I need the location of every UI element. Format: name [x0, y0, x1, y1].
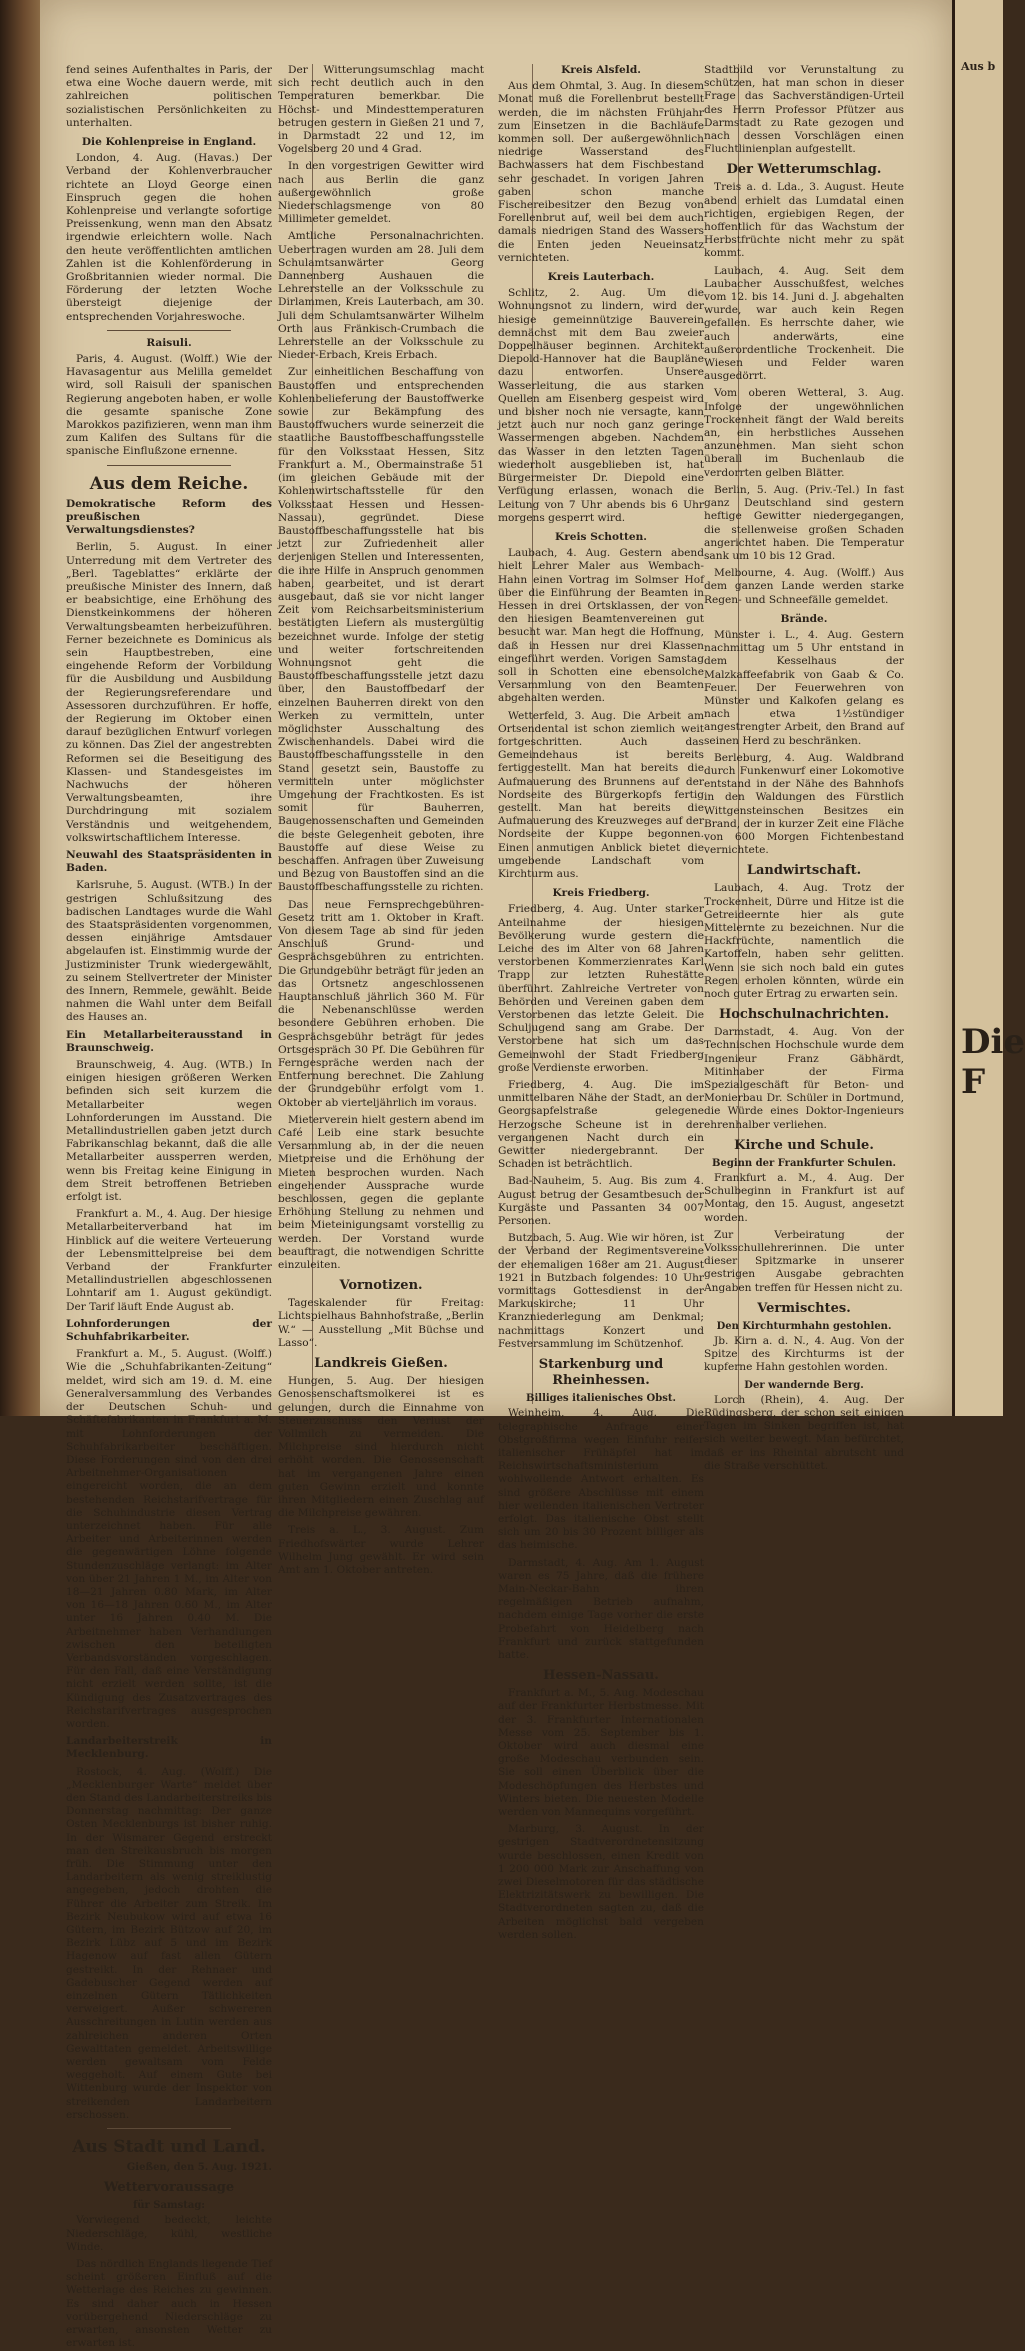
paragraph: Jb. Kirn a. d. N., 4. Aug. Von der Spitze des Kirchturms ist der kupferne Hahn gestohlen worden.: [704, 1335, 904, 1374]
paragraph: Wetterfeld, 3. Aug. Die Arbeit am Ortsendental ist schon ziemlich weit fortgeschritten. Auch das Gemeindehaus ist bereits fertiggestellt. Man hat bereits die Aufmauerung des Brunnens auf der Nordseite des Bürgerkopfs fertig gestellt. Man hat bereits die Aufmauerung des Kreuzweges auf der Nordseite der Kuppe begonnen. Einen anmutigen Anblick bietet die umgebende Landschaft vom Kirchturm aus.: [498, 709, 704, 880]
section-headline: Aus dem Reiche.: [89, 473, 249, 494]
paragraph: Paris, 4. August. (Wolff.) Wie der Havasagentur aus Melilla gemeldet wird, soll Raisuli der spanischen Regierung angeboten haben, er wolle die gesamte spanische Zone Marokkos pazifizieren, wenn man ihm zum Kalifen des Sultans für die spanische Einflußzone ernenne.: [66, 353, 272, 458]
paragraph: Karlsruhe, 5. August. (WTB.) In der gestrigen Schlußsitzung des badischen Landtages wurde die Wahl des Staatspräsidenten vorgenommen, dessen einjährige Amtsdauer abgelaufen ist. Einstimmig wurde der Justizminister Trunk wiedergewählt, zu seinem Stellvertreter der Minister des Innern, Remmele, gewählt. Beide nahmen die Wahl unter dem Beifall des Hauses an.: [66, 879, 272, 1024]
headline: Hessen-Nassau.: [543, 1668, 659, 1684]
paragraph: Frankfurt a. M., 5. August. (Wolff.) Wie die „Schuhfabrikanten-Zeitung“ meldet, wird sich am 19. d. M. eine Generalversammlung des Verbandes der Deutschen Schuh- und Schäftefabrikanten in Frankfurt a. M. mit Lohnforderungen der Schuhfabrikarbeiter beschäftigen. Diese Forderungen sind von den drei Arbeitnehmer-Organisationen eingereicht worden, die an dem bestehenden Reichstarifvertrage für die Schuhindustrie diesen Vertrag unterzeichnet haben. Für alle Arbeiter und Arbeiterinnen werden die gegenwärtigen Löhne folgende Stundenzuschläge verlangt: im Alter von über 21 Jahren 1 M., im Alter von 18—21 Jahren 0.80 Mark, im Alter von 16—18 Jahren 0.60 M., im Alter unter 16 Jahren 0.40 M. Die Arbeitnehmer haben Verhandlungen zwischen den beteiligten Verbandsvorständen vorgeschlagen. Für den Fall, daß eine Verständigung nicht erzielt werden sollte, ist die Kündigung des Zusatzvertrages des Reichstarifvertrages ausgesprochen worden.: [66, 1348, 272, 1730]
paragraph: Friedberg, 4. Aug. Die im unmittelbaren Nähe der Stadt, an der Georgsapfelstraße gelegene Herzogsche Scheune ist in der vergangenen Nacht durch ein Gewitter niedergebrannt. Der Schaden ist beträchtlich.: [498, 1079, 704, 1171]
paragraph: Frankfurt a. M., 4. Aug. Der hiesige Metallarbeiterverband hat im Hinblick auf die weitere Verteuerung der Lebensmittelpreise bei dem Verband der Frankfurter Metallindustriellen abgeschlossenen Lohntarif am 1. August gekündigt. Der Tarif läuft Ende August ab.: [66, 1208, 272, 1313]
paragraph: Vorwiegend bedeckt, leichte Niederschläge, kühl, westliche Winde.: [66, 2214, 272, 2253]
headline: Kreis Lauterbach.: [547, 271, 655, 284]
section-headline: Aus Stadt und Land.: [72, 2137, 266, 2158]
paragraph: In den vorgestrigen Gewitter wird nach aus Berlin die ganz außergewöhnlich große Niederschlagsmenge von 80 Millimeter gemeldet.: [278, 160, 484, 226]
paragraph: Laubach, 4. Aug. Gestern abend hielt Lehrer Maler aus Wembach-Hahn einen Vortrag im Solmser Hof über die Einführung der Beamten in Hessen in drei Ortsklassen, der von den hiesigen Beamtenvereinen gut besucht war. Man hegt die Hoffnung, daß in Hessen nur drei Klassen eingeführt werden. Vorigen Samstag soll in Schotten eine ebensolche Versammlung von den Beamten abgehalten werden.: [498, 547, 704, 705]
paragraph: London, 4. Aug. (Havas.) Der Verband der Kohlenverbraucher richtete an Lloyd George einen Einspruch gegen die hohen Kohlenpreise und verlangte sofortige Preissenkung, wenn man den Absatz irgendwie erleichtern wolle. Nach den heute veröffentlichten amtlichen Zahlen ist die Kohlenförderung in Großbritannien wieder normal. Die Förderung der letzten Woche übersteigt diejenige der entsprechenden Vorjahreswoche.: [66, 152, 272, 323]
subheadline: Demokratische Reform des preußischen Verwaltungsdienstes?: [66, 497, 272, 537]
headline: Brände.: [780, 612, 828, 625]
subheadline: Beginn der Frankfurter Schulen.: [712, 1157, 896, 1169]
adjacent-page-edge: [952, 0, 1025, 1416]
paragraph: Mieterverein hielt gestern abend im Café Leib eine stark besuchte Versammlung ab, in der die neuen Mietpreise und die Erhöhung der Mieten besprochen wurden. Nach eingehender Aussprache wurde beschlossen, gegen die geplante Erhöhung Stellung zu nehmen und beim Mieteinigungsamt vorstellig zu werden. Der Vorstand wurde beauftragt, die notwendigen Schritte einzuleiten.: [278, 1113, 484, 1272]
paragraph: Melbourne, 4. Aug. (Wolff.) Aus dem ganzen Lande werden starke Regen- und Schneefälle gemeldet.: [704, 567, 904, 606]
subheadline: Lohnforderungen der Schuhfabrikarbeiter.: [66, 1317, 272, 1344]
paragraph: Laubach, 4. Aug. Seit dem Laubacher Ausschußfest, welches vom 12. bis 14. Juni d. J. abgehalten wurde, war auch kein Regen gefallen. Es herrschte daher, wie auch anderwärts, eine außerordentliche Trockenheit. Die Wiesen und Felder waren ausgedörrt.: [704, 264, 904, 383]
paragraph: Rostock, 4. Aug. (Wolff.) Die „Mecklenburger Warte“ meldet über den Stand des Landarbeiterstreiks bis Donnerstag nachmittag: Der ganze Osten Mecklenburgs ist bisher ruhig. In der Wismarer Gegend erstreckt man den Streikausbruch bis morgen früh. Die Stimmung unter den Landarbeitern als wenig streiklustig angegeben, jedoch drohten die Führer die Arbeiter zum Streik. Im Bezirk Neubukow wird auf etwa 16 Gütern, im Bezirk Bützow auf 20, im Bezirk Lübz auf 5 und im Bezirk Hagenow auf fast allen Gütern gestreikt. In der Rehnaer und Gadebuscher Gegend werden auf einzelnen Gütern Tätlichkeiten verweigert. Außer schwereren Ausschreitungen in Lutin werden aus zahlreichen anderen Orten Gewalttaten gemeldet. Arbeitswillige werden gewaltsam vom Felde weggeholt. Auf einem Gute bei Wittenburg wurde der Inspektor von streikenden Landarbeitern erschossen.: [66, 1765, 272, 2121]
divider: [107, 2128, 231, 2129]
paragraph: Zur einheitlichen Beschaffung von Baustoffen und entsprechenden Kohlenbelieferung der Baustoffwerke sowie zur Bekämpfung des Baustoffwuchers wurde seinerzeit die staatliche Baustoffbeschaffungsstelle für den Volksstaat Hessen, Sitz Frankfurt a. M., Obermainstraße 51 (im gleichen Gebäude mit der Kohlenwirtschaftsstelle für den Volksstaat Hessen und Hessen-Nassau), gegründet. Diese Baustoffbeschaffungsstelle hat bis jetzt zur Zufriedenheit aller derjenigen Stellen und Interessenten, die ihre Hilfe in Anspruch genommen haben, gearbeitet, und ist derart ausgebaut, daß sie vor nicht langer Zeit vom Reichsarbeitsministerium bestätigten Liefern als mustergültig bezeichnet wurde. Infolge der stetig und weiter fortschreitenden Wohnungsnot geht die Baustoffbeschaffungsstelle jetzt dazu über, den Baustoffbedarf der einzelnen Bauherren direkt von den Werken zu vermitteln, unter möglichster Ausschaltung des Zwischenhandels. Dabei wird die Baustoffbeschaffungsstelle in den Stand gesetzt sein, Baustoffe zu vermitteln unter möglichster Umgehung der Frachtkosten. Es ist somit für Bauherren, Baugenossenschaften und Gemeinden die beste Gelegenheit geboten, ihre Baustoffe auf diese Weise zu beschaffen. Anfragen über Zuweisung und Bezug von Baustoffen sind an die Baustoffbeschaffungsstelle zu richten.: [278, 366, 484, 894]
paragraph: Butzbach, 5. Aug. Wie wir hören, ist der Verband der Regimentsvereine der ehemaligen 168er am 21. August 1921 in Butzbach folgendes: 10 Uhr vormittags Gottesdienst in der Markuskirche; 11 Uhr Kranzniederlegung am Denkmal; nachmittags Konzert und Festversammlung im Schützenhof.: [498, 1232, 704, 1350]
paragraph: Berlin, 5. Aug. (Priv.-Tel.) In fast ganz Deutschland sind gestern heftige Gewitter niedergegangen, die stellenweise großen Schaden angerichtet haben. Die Temperatur sank um 10 bis 12 Grad.: [704, 483, 904, 562]
divider: [107, 465, 231, 466]
column-3: [498, 64, 704, 1941]
paragraph: Braunschweig, 4. Aug. (WTB.) In einigen hiesigen größeren Werken befinden sich seit kurzem die Metallarbeiter wegen Lohnforderungen im Ausstand. Die Metallindustriellen gaben jetzt durch Fabrikanschlag bekannt, daß die alle Metallarbeiter aussperren werden, wenn bis Freitag keine Einigung in dem Streit betroffenen Betrieben erfolgt ist.: [66, 1059, 272, 1204]
adjacent-page-masthead: Die F: [961, 1022, 1025, 1102]
headline: Landkreis Gießen.: [314, 1356, 448, 1372]
headline: Raisuli.: [146, 336, 192, 349]
paragraph: Schlitz, 2. Aug. Um die Wohnungsnot zu lindern, wird der hiesige gemeinnützige Bauverein demnächst mit dem Bau zweier Doppelhäuser beginnen. Architekt Diepold-Hannover hat die Baupläne dazu entworfen. Unsere Wasserleitung, die aus starken Quellen am Eisenberg gespeist wird und bisher noch nie versagte, kann jetzt auch nur noch ganz geringe Wassermengen abgeben. Nachdem das Wasser in den letzten Tagen wiederholt ausgeblieben ist, hat Bürgermeister Dr. Diepold eine Verfügung erlassen, wonach die Leitung von 7 Uhr abends bis 6 Uhr morgens gesperrt wird.: [498, 287, 704, 524]
paragraph: Treis a. L., 3. August. Zum Friedhofswärter wurde Lehrer Wilhelm Jung gewählt. Er wird sein Amt am 1. Oktober antreten.: [278, 1524, 484, 1576]
adjacent-page-heading: Aus b: [961, 60, 996, 73]
paragraph: Vom oberen Wetteral, 3. Aug. Infolge der ungewöhnlichen Trockenheit fängt der Wald bereits an, ein herbstliches Aussehen anzunehmen. Man sieht schon überall im Buchenlaub die verdorrten gelben Blätter.: [704, 387, 904, 479]
headline: Hochschulnachrichten.: [718, 1007, 890, 1023]
paragraph: Hungen, 5. Aug. Der hiesigen Genossenschaftsmolkerei ist es gelungen, durch die Einnahme von Steuerzuschuss den Verlust der Vollmilch zu vermeiden. Die Milchpreise sind hierdurch nicht erhöht worden. Die Genossenschaft hat im vergangenen Jahre einen guten Gewinn erzielt und konnte ihren Mitgliedern einen Zuschlag auf die Milchpreise gewähren.: [278, 1375, 484, 1520]
book-binding: [0, 0, 40, 1416]
headline: Starkenburg und Rheinhessen.: [538, 1357, 664, 1389]
paragraph: Münster i. L., 4. Aug. Gestern nachmittag um 5 Uhr entstand in dem Kesselhaus der Malzkaffeefabrik von Gaab & Co. Feuer. Der Feuerwehren von Münster und Kalkofen gelang es nach etwa 1½stündiger angestrengter Arbeit, den Brand auf seinen Herd zu beschränken.: [704, 628, 904, 747]
subheadline: für Samstag:: [132, 2200, 206, 2212]
headline: Der Wetterumschlag.: [726, 162, 882, 178]
subheadline: Ein Metallarbeiterausstand in Braunschweig.: [66, 1028, 272, 1054]
headline: Kreis Alsfeld.: [561, 64, 641, 76]
paragraph: Zur Verbeiratung der Volksschullehrerinnen. Die unter dieser Spitzmarke in unserer gestrigen Ausgabe gebrachten Angaben treffen für Hessen nicht zu.: [704, 1228, 904, 1294]
column-1: [66, 64, 272, 2350]
paragraph: Marburg, 3. August. In der gestrigen Stadtverordnetensitzung wurde beschlossen, einen Kredit von 1 200 000 Mark zur Anschaffung von zwei Dieselmotoren für das städtische Elektrizitätswerk zu bewilligen. Die Stadtverordneten sagten zu, daß die Arbeiten möglichst bald vergeben werden sollen.: [498, 1823, 704, 1941]
headline: Vermischtes.: [757, 1300, 851, 1316]
paragraph: Berleburg, 4. Aug. Waldbrand durch Funkenwurf einer Lokomotive entstand in der Nähe des Bahnhofs in den Waldungen des Fürstlich Wittgensteinschen Besitzes ein Brand, der in kurzer Zeit eine Fläche von 600 Morgen Fichtenbestand vernichtete.: [704, 751, 904, 857]
paragraph: Aus dem Ohmtal, 3. Aug. In diesem Monat muß die Forellenbrut bestellt werden, die im nächsten Frühjahr zum Einsetzen in die Bachläufe kommen soll. Der außergewöhnlich niedrige Wasserstand des Bachwassers hat dem Fischbestand sehr geschadet. In vorigen Jahren gaben schon manche Fischereibesitzer den Bezug von Forellenbrut auf, weil bei dem auch damals niedrigen Stand des Wassers die Enten jeden Neueinsatz vernichteten.: [498, 80, 704, 264]
paragraph: fend seines Aufenthaltes in Paris, der etwa eine Woche dauern werde, mit zahlreichen politischen sozialistischen Persönlichkeiten zu unterhalten.: [66, 64, 272, 129]
headline: Kreis Schotten.: [555, 530, 647, 543]
paragraph: Frankfurt a. M., 4. Aug. Der Schulbeginn in Frankfurt ist auf Montag, den 15. August, angesetzt worden.: [704, 1172, 904, 1224]
paragraph: Treis a. d. Lda., 3. August. Heute abend erhielt das Lumdatal einen richtigen, ergiebigen Regen, der hoffentlich für das Wachstum der Herbstfrüchte nicht mehr zu spät kommt.: [704, 181, 904, 260]
paragraph: Lorch (Rhein), 4. Aug. Der Rüdingsberg, der schon seit einigen Tagen im Sinken begriffen ist, hat sich weiter bewegt. Man befürchtet, daß er ins Rheintal abrutscht und die Straße verschüttet.: [704, 1393, 904, 1472]
paragraph: Friedberg, 4. Aug. Unter starker Anteilnahme der hiesigen Bevölkerung wurde gestern die Leiche des im Alter von 68 Jahren verstorbenen Kommerzienrates Karl Trapp zur letzten Ruhestätte überführt. Zahlreiche Vertreter von Behörden und Vereinen gaben dem Verstorbenen das letzte Geleit. Die Schuljugend sang am Grabe. Der Verstorbene hat sich um das Gemeinwohl der Stadt Friedberg große Verdienste erworben.: [498, 903, 704, 1074]
headline: Kreis Friedberg.: [552, 887, 650, 900]
headline: Die Kohlenpreise in England.: [81, 136, 257, 149]
paragraph: Darmstadt, 4. Aug. Am 1. August waren es 75 Jahre, daß die frühere Main-Neckar-Bahn ihren regelmäßigen Betrieb aufnahm, nachdem einige Tage vorher die erste Probefahrt von Heidelberg nach Frankfurt und zurück stattgefunden hatte.: [498, 1556, 704, 1661]
headline: Vornotizen.: [339, 1278, 423, 1294]
subheadline: Neuwahl des Staatspräsidenten in Baden.: [66, 848, 272, 875]
paragraph: Weinheim, 4. Aug. Die telegraphische Anfrage einer Obstgroßfirma wegen Einfuhr reifer italienischer Frühäpfel hat im Reichswirtschaftsministerium wohlwollende Antwort erhalten. Es sind größere Abschlüsse mit einem hier weilenden italienischen Vertreter erfolgt. Das italienische Obst stellt sich um 20 bis 30 Prozent billiger als das heimische.: [498, 1407, 704, 1552]
subheadline: Der wandernde Berg.: [744, 1379, 864, 1391]
divider: [107, 330, 231, 331]
paragraph: Das neue Fernsprechgebühren-Gesetz tritt am 1. Oktober in Kraft. Von diesem Tage ab sind für jeden Anschluß Grund- und Gesprächsgebühren zu entrichten. Die Grundgebühr beträgt für jeden an das Ortsnetz angeschlossenen Hauptanschluß jährlich 360 M. Für die Nebenanschlüsse werden besondere Gebühren erhoben. Die Gesprächsgebühr beträgt für jedes Ortsgespräch 30 Pf. Die Gebühren für Ferngespräche werden nach der Entfernung berechnet. Die Zahlung der Grundgebühr erfolgt vom 1. Oktober ab vierteljährlich im voraus.: [278, 898, 484, 1109]
paragraph: Der Witterungsumschlag macht sich recht deutlich auch in den Temperaturen bemerkbar. Die Höchst- und Mindesttemperaturen betrugen gestern in Gießen 21 und 7, in Darmstadt 22 und 12, im Vogelsberg 20 und 4 Grad.: [278, 64, 484, 156]
paragraph: Laubach, 4. Aug. Trotz der Trockenheit, Dürre und Hitze ist die Getreideernte hier als gute Mittelernte zu bezeichnen. Nur die Hackfrüchte, namentlich die Kartoffeln, haben sehr gelitten. Wenn sie sich noch bald ein gutes Regen erholen könnten, würde ein noch guter Ertrag zu erwarten sein.: [704, 882, 904, 1000]
column-2: [278, 64, 484, 1576]
headline: Wettervoraussage: [103, 2180, 235, 2196]
paragraph: Amtliche Personalnachrichten. Uebertragen wurden am 28. Juli dem Schulamtsanwärter Georg Dannenberg Aushauen die Lehrerstelle an der Volksschule zu Dirlammen, Kreis Lauterbach, am 30. Juli dem Schulamtsanwärter Wilhelm Orth aus Fränkisch-Crumbach die Lehrerstelle an der Volksschule zu Nieder-Erbach, Kreis Erbach.: [278, 230, 484, 362]
paragraph: Das nördlich Englands liegende Tief scheint größeren Einfluß auf die Wetterlage des Reiches zu gewinnen. Es sind daher auch in Hessen vorübergehend Niederschläge zu erwarten, ansonsten Wetter zu erwarten ist.: [66, 2258, 272, 2350]
paragraph: Tageskalender für Freitag: Lichtspielhaus Bahnhofstraße, „Berlin W.“ — Ausstellung „Mit Büchse und Lasso“.: [278, 1297, 484, 1349]
paragraph: Berlin, 5. August. In einer Unterredung mit dem Vertreter des „Berl. Tageblattes“ erklärte der preußische Minister des Innern, daß er beabsichtige, eine Erhöhung des Dienstkeinkommens der höheren Verwaltungsbeamten herbeizuführen. Ferner bezeichnete es Dominicus als sein Hauptbestreben, eine eingehende Reform der Vorbildung für die Ausbildung und Ausbildung der Regierungsreferendare und Assessoren durchzuführen. Er hoffe, der Regierung im Oktober einen darauf bezüglichen Entwurf vorlegen zu können. Das Ziel der angestrebten Reformen sei die Beseitigung des Klassen- und Standesgeistes im Nachwuchs der höheren Verwaltungsbeamten, ihre Durchdringung mit sozialem Verständnis und weitgehendem, volkswirtschaftlichem Interesse.: [66, 541, 272, 844]
column-4: [704, 64, 904, 1472]
paragraph: Frankfurt a. M., 5. Aug. Modeschau auf der Frankfurter Herbstmesse. Mit der 3. Frankfurter Internationalen Messe vom 25. September bis 1. Oktober wird auch diesmal eine große Modeschau verbunden sein. Sie soll einen Überblick über die Modeschöpfungen des Herbstes und Winters bieten. Die neuesten Modelle werden von Mannequins vorgeführt.: [498, 1687, 704, 1818]
subheadline: Den Kirchturmhahn gestohlen.: [716, 1320, 892, 1332]
headline: Landwirtschaft.: [746, 863, 862, 879]
paragraph: Stadtbild vor Verunstaltung zu schützen, hat man schon in dieser Frage das Sachverständigen-Urteil des Herrn Professor Pfützer aus Darmstadt zu Rate gezogen und nach dessen Vorschlägen einen Fluchtlinienplan aufgestellt.: [704, 64, 904, 156]
paragraph: Bad-Nauheim, 5. Aug. Bis zum 4. August betrug der Gesamtbesuch der Kurgäste und Passanten 34 007 Personen.: [498, 1175, 704, 1228]
dateline: Gießen, den 5. Aug. 1921.: [126, 2162, 272, 2174]
paragraph: Darmstadt, 4. Aug. Von der Technischen Hochschule wurde dem Ingenieur Franz Gäbhärdt, Mitinhaber der Firma Spezialgeschäft für Beton- und Monierbau Dr. Schüler in Dortmund, die Würde eines Doktor-Ingenieurs ehrenhalber verliehen.: [704, 1026, 904, 1131]
subheadline: Billiges italienisches Obst.: [526, 1393, 676, 1405]
headline: Kirche und Schule.: [734, 1137, 874, 1153]
subheadline: Landarbeiterstreik in Mecklenburg.: [66, 1735, 272, 1761]
